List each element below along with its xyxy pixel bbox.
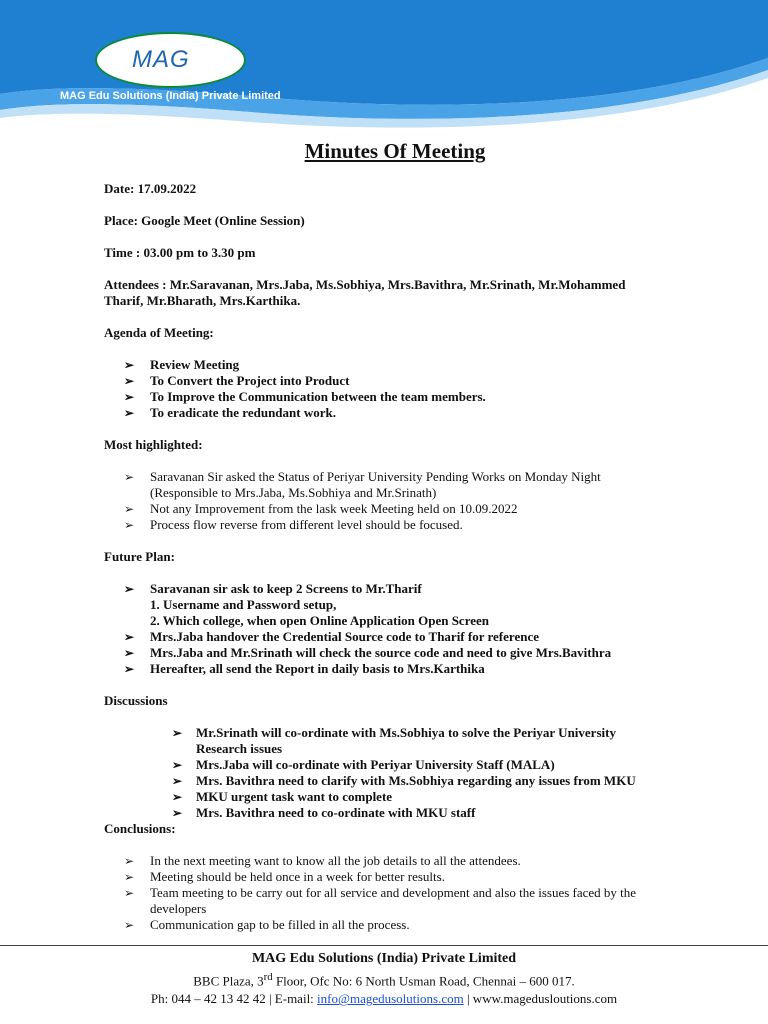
discussions-heading: Discussions xyxy=(104,693,168,708)
arrow-bullet-icon: ➢ xyxy=(172,774,183,788)
arrow-bullet-icon: ➢ xyxy=(124,358,135,372)
discussion-item-cont: Research issues xyxy=(196,741,283,756)
footer-contact xyxy=(0,990,768,1008)
list-item xyxy=(104,469,694,501)
footer-address-text: BBC Plaza, 3 xyxy=(193,973,264,989)
future-subitem xyxy=(104,597,694,613)
meeting-time: Time : 03.00 pm to 3.30 pm xyxy=(104,245,256,260)
conclusion-item: Communication gap to be filled in all the process. xyxy=(150,917,410,932)
agenda-item: To Convert the Project into Product xyxy=(150,373,350,388)
agenda-item: To eradicate the redundant work. xyxy=(150,405,336,420)
list-item xyxy=(104,725,694,757)
future-subitem-text: 1. Username and Password setup, xyxy=(150,597,337,612)
future-plan-heading: Future Plan: xyxy=(104,549,175,564)
arrow-bullet-icon: ➢ xyxy=(124,582,135,596)
list-item xyxy=(104,629,694,645)
highlight-item: Process flow reverse from different level should be focused. xyxy=(150,517,463,532)
list-item xyxy=(104,789,694,805)
conclusions-heading: Conclusions: xyxy=(104,821,176,836)
footer-phone: Ph: 044 – 42 13 42 42 | E-mail: xyxy=(150,991,318,1007)
discussion-item: MKU urgent task want to complete xyxy=(196,789,393,804)
future-subitem-text: 2. Which college, when open Online Application Open Screen xyxy=(150,613,489,628)
list-item xyxy=(104,645,694,661)
arrow-bullet-icon: ➢ xyxy=(124,870,135,884)
meeting-date: Date: 17.09.2022 xyxy=(104,181,197,196)
future-item: Hereafter, all send the Report in daily basis to Mrs.Karthika xyxy=(150,661,485,676)
conclusions-list xyxy=(104,853,694,933)
highlight-item-cont: (Responsible to Mrs.Jaba, Ms.Sobhiya and Mr.Srinath) xyxy=(150,485,437,500)
arrow-bullet-icon: ➢ xyxy=(124,502,135,516)
footer-website: | www.magedusloutions.com xyxy=(463,991,618,1007)
agenda-list xyxy=(104,357,694,421)
list-item xyxy=(104,661,694,677)
arrow-bullet-icon: ➢ xyxy=(172,806,183,820)
list-item xyxy=(104,373,694,389)
arrow-bullet-icon: ➢ xyxy=(124,390,135,404)
footer-address-sup: rd xyxy=(263,971,273,983)
conclusion-item: Meeting should be held once in a week for better results. xyxy=(150,869,445,884)
conclusion-item: Team meeting to be carry out for all service and development and also the issues faced by the xyxy=(150,885,637,900)
footer-address-text-cont: Floor, Ofc No: 6 North Usman Road, Chennai – 600 017. xyxy=(272,973,575,989)
arrow-bullet-icon: ➢ xyxy=(124,662,135,676)
discussion-item: Mrs. Bavithra need to co-ordinate with MKU staff xyxy=(196,805,476,820)
arrow-bullet-icon: ➢ xyxy=(124,470,135,484)
list-item xyxy=(104,581,694,597)
conclusion-item-cont: developers xyxy=(150,901,207,916)
arrow-bullet-icon: ➢ xyxy=(124,406,135,420)
list-item xyxy=(104,389,694,405)
agenda-item: Review Meeting xyxy=(150,357,240,372)
arrow-bullet-icon: ➢ xyxy=(124,886,135,900)
highlights-list xyxy=(104,469,694,533)
list-item xyxy=(104,405,694,421)
discussion-item: Mrs.Jaba will co-ordinate with Periyar University Staff (MALA) xyxy=(196,757,555,772)
arrow-bullet-icon: ➢ xyxy=(172,758,183,772)
arrow-bullet-icon: ➢ xyxy=(124,918,135,932)
arrow-bullet-icon: ➢ xyxy=(172,790,183,804)
future-subitem xyxy=(104,613,694,629)
footer-email-link[interactable]: info@magedusolutions.com xyxy=(317,991,464,1007)
highlight-item: Not any Improvement from the lask week Meeting held on 10.09.2022 xyxy=(150,501,518,516)
highlight-item: Saravanan Sir asked the Status of Periyar University Pending Works on Monday Night xyxy=(150,469,601,484)
list-item xyxy=(104,757,694,773)
arrow-bullet-icon: ➢ xyxy=(124,630,135,644)
list-item xyxy=(104,805,694,821)
arrow-bullet-icon: ➢ xyxy=(124,854,135,868)
discussions-list xyxy=(104,725,694,821)
footer-address xyxy=(0,968,768,990)
list-item xyxy=(104,869,694,885)
company-banner-name: MAG Edu Solutions (India) Private Limited xyxy=(60,90,281,102)
arrow-bullet-icon: ➢ xyxy=(124,374,135,388)
letterhead-banner xyxy=(0,0,768,140)
logo-text: MAG xyxy=(132,46,190,73)
list-item xyxy=(104,853,694,869)
discussion-item: Mr.Srinath will co-ordinate with Ms.Sobhiya to solve the Periyar University xyxy=(196,725,616,740)
future-item: Mrs.Jaba handover the Credential Source code to Tharif for reference xyxy=(150,629,539,644)
list-item xyxy=(104,773,694,789)
agenda-item: To Improve the Communication between the team members. xyxy=(150,389,486,404)
discussion-item: Mrs. Bavithra need to clarify with Ms.Sobhiya regarding any issues from MKU xyxy=(196,773,636,788)
footer-divider xyxy=(0,945,768,946)
list-item xyxy=(104,517,694,533)
list-item xyxy=(104,357,694,373)
conclusion-item: In the next meeting want to know all the job details to all the attendees. xyxy=(150,853,521,868)
agenda-heading: Agenda of Meeting: xyxy=(104,325,214,340)
highlights-heading: Most highlighted: xyxy=(104,437,203,452)
future-item: Saravanan sir ask to keep 2 Screens to Mr.Tharif xyxy=(150,581,422,596)
letterhead-footer xyxy=(0,950,768,1008)
document-title: Minutes Of Meeting xyxy=(304,139,486,163)
arrow-bullet-icon: ➢ xyxy=(124,518,135,532)
minutes-body xyxy=(104,181,694,933)
future-item: Mrs.Jaba and Mr.Srinath will check the source code and need to give Mrs.Bavithra xyxy=(150,645,612,660)
attendees-line-1: Attendees : Mr.Saravanan, Mrs.Jaba, Ms.Sobhiya, Mrs.Bavithra, Mr.Srinath, Mr.Mohammed xyxy=(104,277,626,292)
attendees-line-2: Tharif, Mr.Bharath, Mrs.Karthika. xyxy=(104,293,301,308)
arrow-bullet-icon: ➢ xyxy=(124,646,135,660)
list-item xyxy=(104,885,694,917)
footer-company-name: MAG Edu Solutions (India) Private Limited xyxy=(251,951,517,966)
list-item xyxy=(104,501,694,517)
meeting-place: Place: Google Meet (Online Session) xyxy=(104,213,305,228)
list-item xyxy=(104,917,694,933)
future-plan-list xyxy=(104,581,694,677)
arrow-bullet-icon: ➢ xyxy=(172,726,183,740)
